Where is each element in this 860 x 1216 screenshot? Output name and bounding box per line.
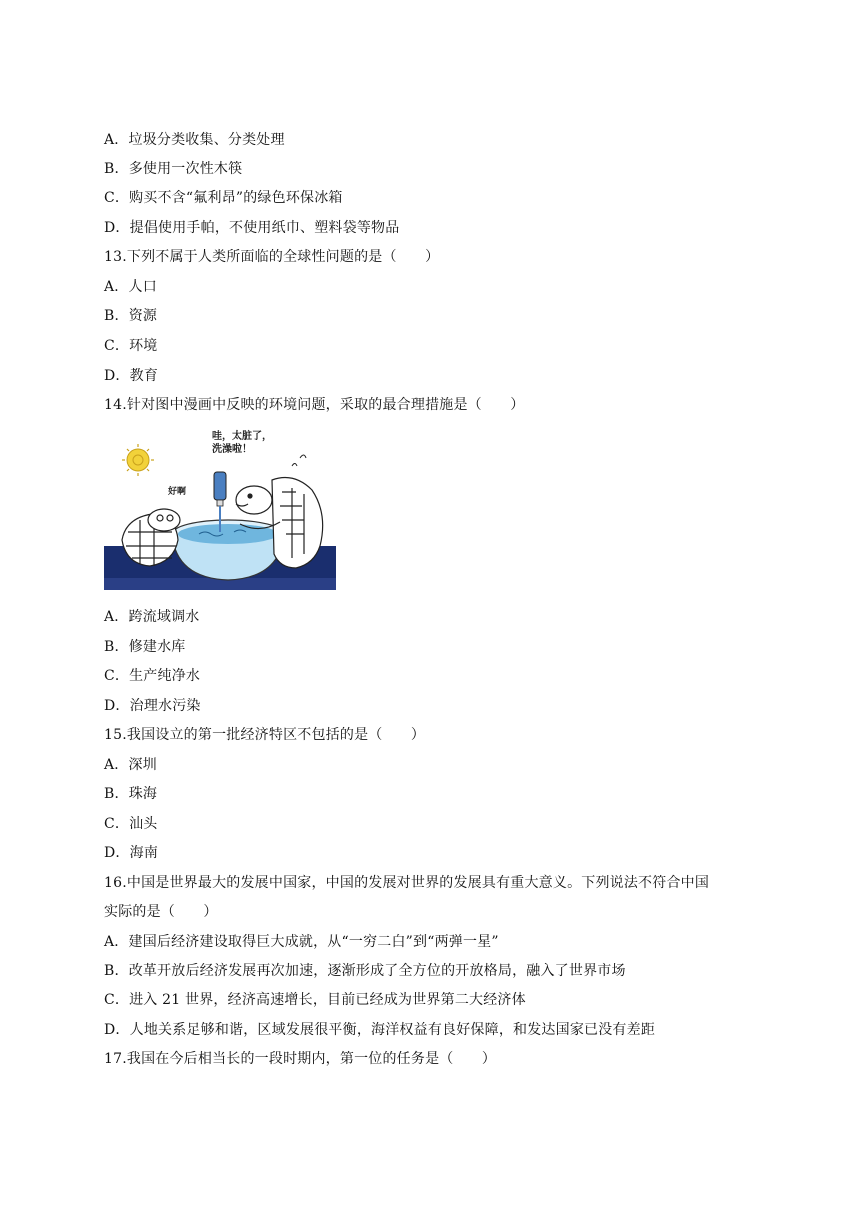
q16-option-a: A．建国后经济建设取得巨大成就，从“一穷二白”到“两弹一星”	[104, 934, 499, 950]
q14-stem: 14.针对图中漫画中反映的环境问题，采取的最合理措施是（ ）	[104, 397, 525, 413]
q16-option-c: C．进入 21 世界，经济高速增长，目前已经成为世界第二大经济体	[104, 992, 526, 1008]
q15-stem: 15.我国设立的第一批经济特区不包括的是（ ）	[104, 727, 426, 743]
q12-option-a: A．垃圾分类收集、分类处理	[104, 132, 285, 148]
q13-option-a: A．人口	[104, 279, 157, 295]
q17-stem: 17.我国在今后相当长的一段时期内，第一位的任务是（ ）	[104, 1051, 497, 1067]
turtle-left	[122, 509, 180, 566]
q16-option-d: D．人地关系足够和谐，区域发展很平衡，海洋权益有良好保障，和发达国家已没有差距	[104, 1022, 656, 1038]
q12-option-b: B．多使用一次性木筷	[104, 161, 243, 177]
q13-option-b: B．资源	[104, 308, 158, 324]
q15-option-d: D．海南	[104, 845, 159, 861]
q16-stem-line2: 实际的是（ ）	[104, 904, 218, 920]
q14-option-a: A．跨流域调水	[104, 609, 200, 625]
sun-icon	[122, 444, 154, 476]
q14-option-b: B．修建水库	[104, 639, 186, 655]
q12-option-d: D．提倡使用手帕，不使用纸巾、塑料袋等物品	[104, 220, 400, 236]
q16-option-b: B．改革开放后经济发展再次加速，逐渐形成了全方位的开放格局，融入了世界市场	[104, 963, 626, 979]
q13-option-d: D．教育	[104, 368, 159, 384]
q15-option-c: C．汕头	[104, 816, 158, 832]
q16-stem-line1: 16.中国是世界最大的发展中国家，中国的发展对世界的发展具有重大意义。下列说法不符合中国	[104, 875, 710, 891]
q14-option-c: C．生产纯净水	[104, 668, 201, 684]
q14-option-d: D．治理水污染	[104, 698, 201, 714]
q13-option-c: C．环境	[104, 338, 158, 354]
q15-option-b: B．珠海	[104, 786, 158, 802]
q12-option-c: C．购买不含“氟利昂”的绿色环保冰箱	[104, 190, 343, 206]
cartoon-illustration	[104, 428, 336, 598]
speech-bubble-right: 哇，太脏了， 洗澡啦！	[212, 431, 272, 455]
speech-bubble-left: 好啊	[168, 487, 187, 497]
q13-stem: 13.下列不属于人类所面临的全球性问题的是（ ）	[104, 249, 440, 265]
q15-option-a: A．深圳	[104, 757, 157, 773]
